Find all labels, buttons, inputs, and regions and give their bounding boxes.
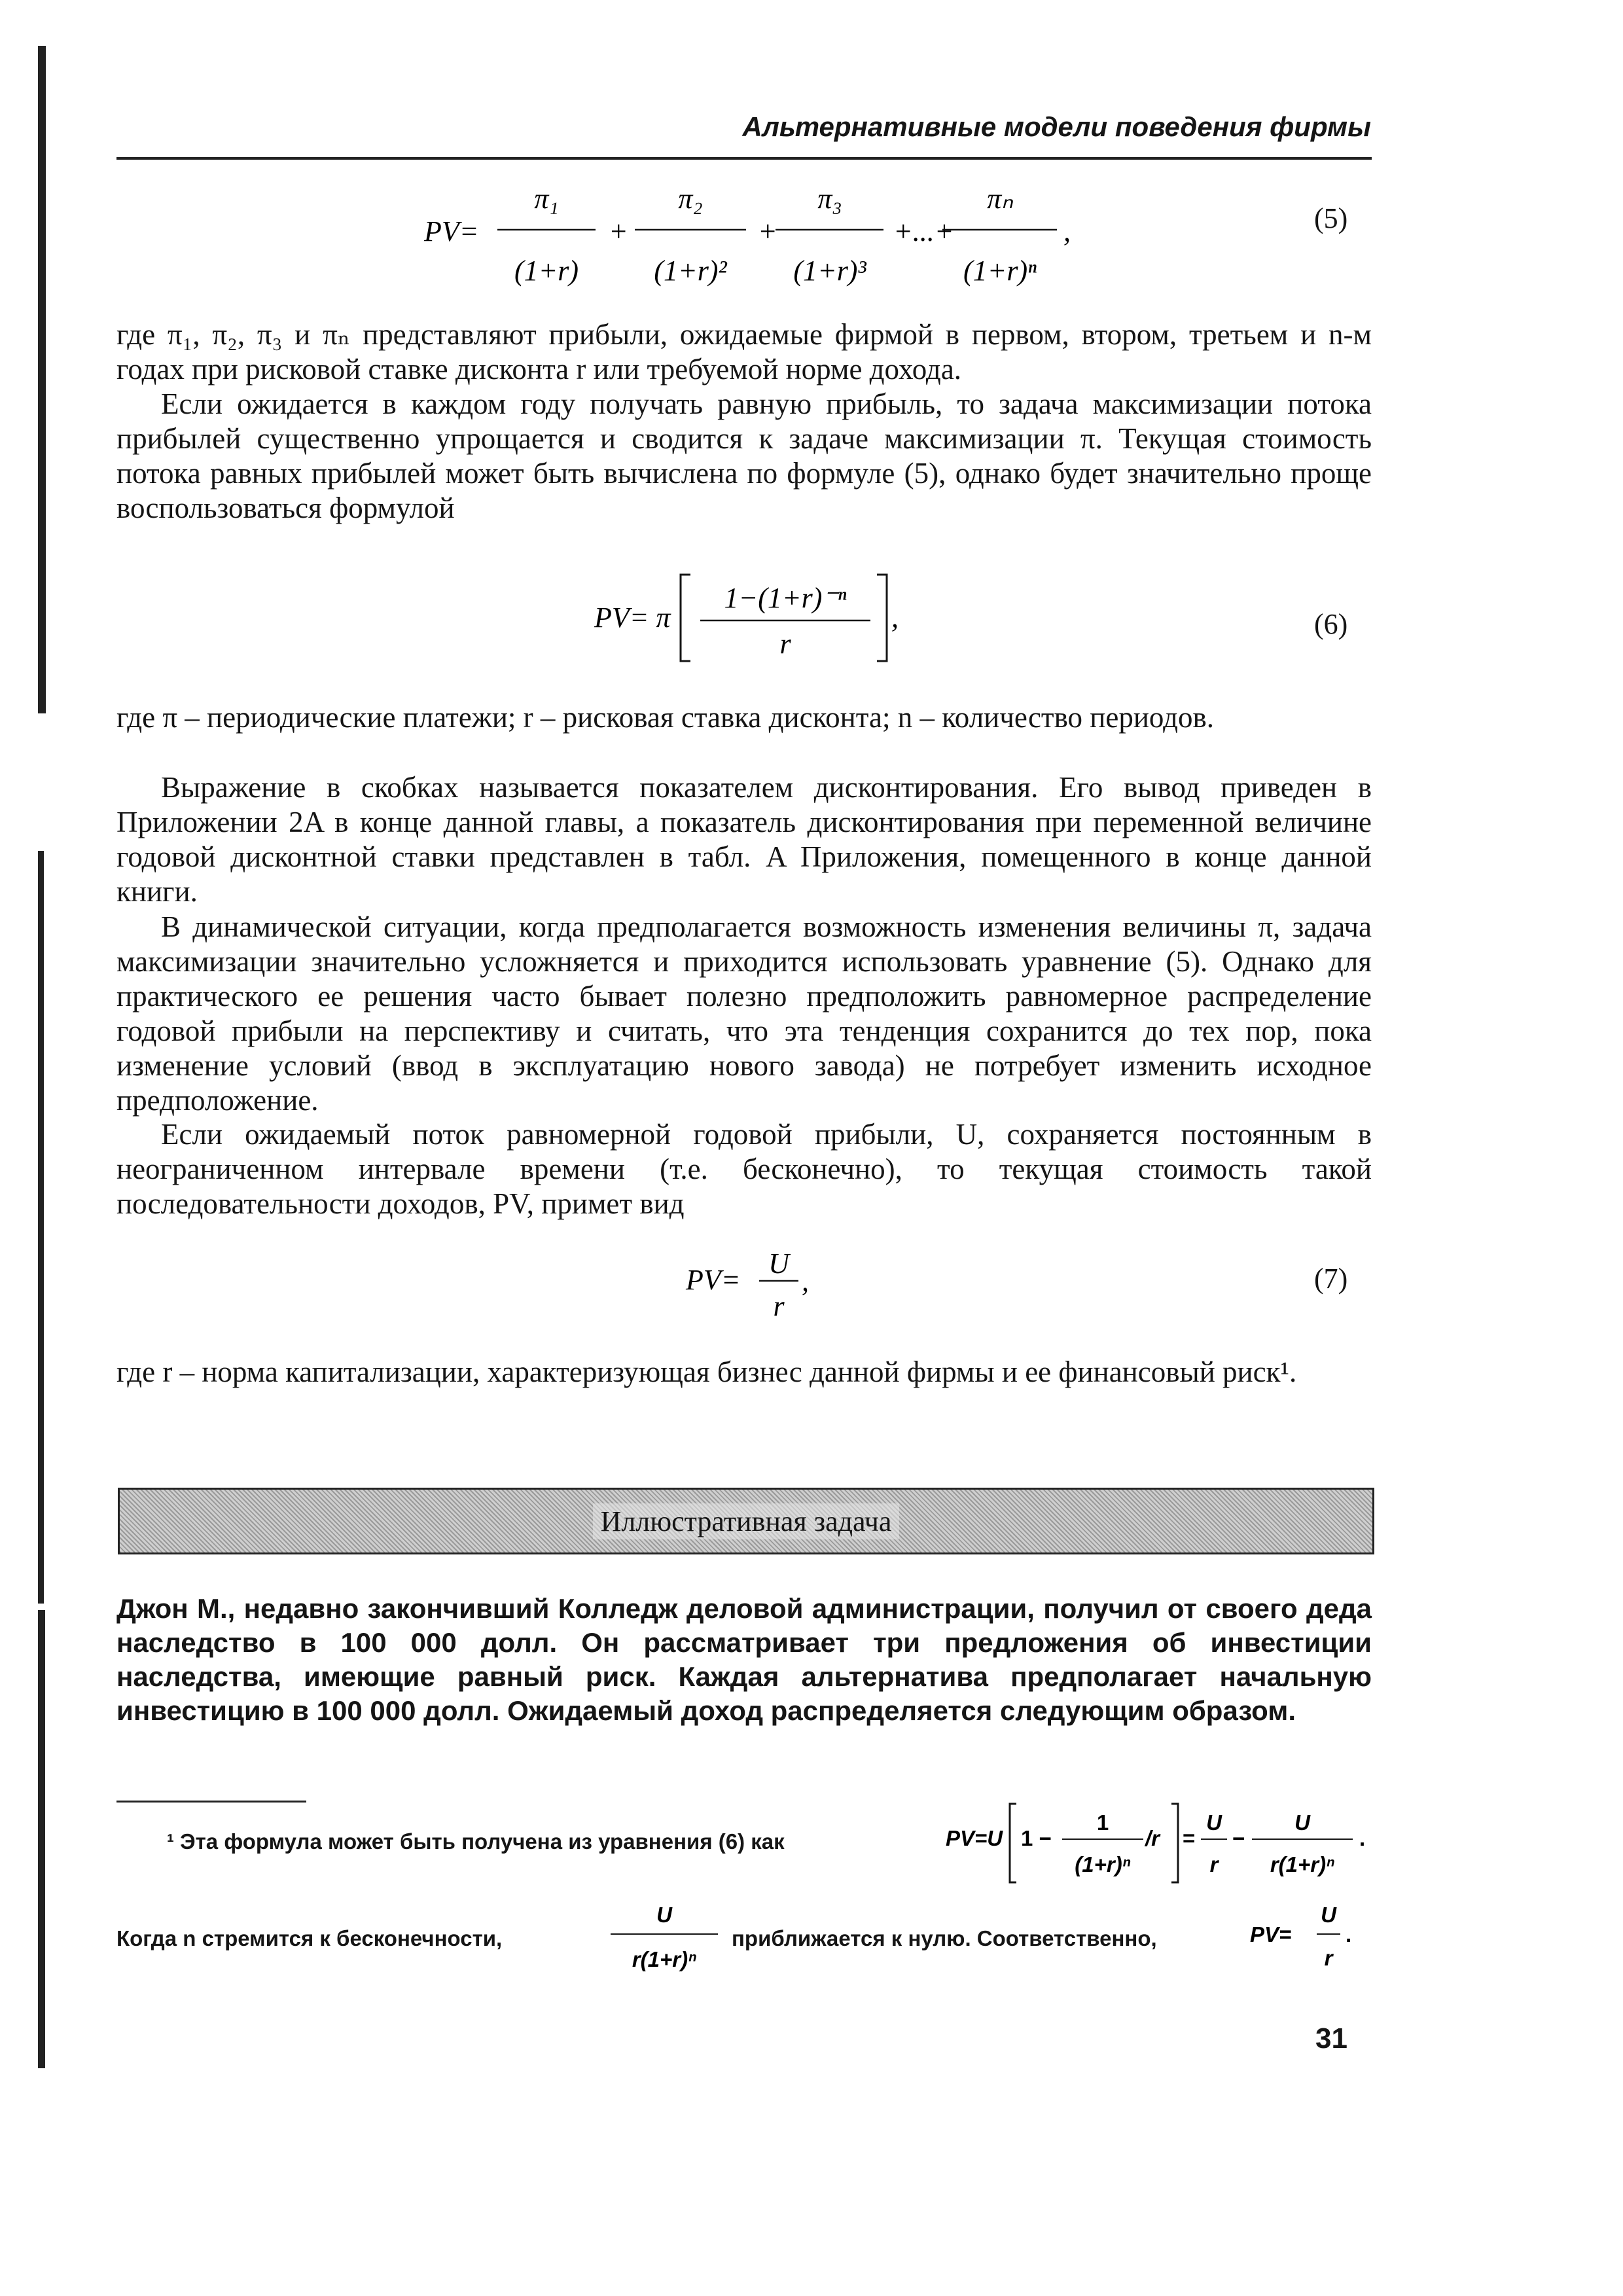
eq5-den-2: (1+r)² xyxy=(654,255,727,287)
paragraph: где r – норма капитализации, характеризующая бизнес данной фирмы и ее финансовый риск¹. xyxy=(116,1355,1297,1388)
binding-edge-shadow xyxy=(38,851,44,1604)
fn1-after: /r xyxy=(1145,1826,1160,1850)
eq7-denominator: r xyxy=(773,1290,785,1322)
fn1-f2-num: U xyxy=(1206,1810,1222,1835)
eq5-op-2: + xyxy=(758,215,777,247)
binding-edge-shadow xyxy=(38,1610,45,2068)
eq5-num-4: πₙ xyxy=(987,183,1013,215)
paragraph: В динамической ситуации, когда предполагается возможность изменения величины π, задача максимизации значительно усложняется и приходится использовать уравнение (5). Однако для практического ее решения часто бывает полезно предположить равномерное распределение годовой прибыли на перспективу и считать, что эта тенденция сохранится до тех пор, пока изменение условий (ввод в эксплуатацию нового завода) не потребует изменить исходное предположение. xyxy=(116,910,1372,1117)
eq6-trail: , xyxy=(891,601,899,634)
task-title: Иллюстративная задача xyxy=(593,1503,900,1539)
paragraph: Выражение в скобках называется показателем дисконтирования. Его вывод приведен в Приложении 2A в конце данной главы, а показатель дисконтирования при переменной величине годовой дисконтной ставки представлен в табл. A Приложения, помещенного в конце данной книги. xyxy=(116,771,1372,908)
eq5-den-3: (1+r)³ xyxy=(793,255,866,287)
eq5-op-3: +...+ xyxy=(893,215,954,247)
left-bracket xyxy=(681,575,690,661)
equation-5 xyxy=(419,175,1073,293)
footnote-line-1 xyxy=(167,1829,785,1854)
equation-6 xyxy=(589,562,955,673)
footnote-text-1: Эта формула может быть получена из уравнения (6) как xyxy=(180,1829,785,1854)
fn2-res-den: r xyxy=(1324,1946,1333,1970)
fn2-lhs: PV= xyxy=(1250,1922,1292,1946)
fn1-one: 1 − xyxy=(1021,1826,1052,1850)
eq6-numerator: 1−(1+r)⁻ⁿ xyxy=(724,582,847,614)
fn1-f2-den: r xyxy=(1209,1852,1219,1876)
eq7-trail: , xyxy=(802,1265,809,1297)
fn2-res-num: U xyxy=(1321,1903,1336,1927)
fn1-lhs: PV=U xyxy=(946,1826,1003,1850)
running-title: Альтернативные модели поведения фирмы xyxy=(742,111,1371,142)
eq5-den-4: (1+r)ⁿ xyxy=(963,255,1037,287)
right-bracket xyxy=(1171,1804,1178,1882)
eq5-num-1: π₁ xyxy=(534,183,559,215)
eq6-lhs: PV= π xyxy=(594,601,671,634)
eq5-op-1: + xyxy=(609,215,628,247)
equation-number-6: (6) xyxy=(1314,608,1348,640)
equation-number-7: (7) xyxy=(1314,1263,1348,1295)
eq6-denominator: r xyxy=(779,628,791,660)
paragraph: где π₁, π₂, π₃ и πₙ представляют прибыли, ожидаемые фирмой в первом, втором, третьем и n-м годах при рисковой ставке дисконта r или требуемой норме дохода. xyxy=(116,318,1372,386)
eq5-num-3: π₃ xyxy=(817,183,842,215)
footnote-marker: ¹ xyxy=(167,1829,174,1854)
header-rule xyxy=(116,157,1372,160)
fn1-f3-num: U xyxy=(1294,1810,1310,1835)
paragraph: где π – периодические платежи; r – рисковая ставка дисконта; n – количество периодов. xyxy=(116,701,1215,734)
left-bracket xyxy=(1010,1804,1016,1882)
equation-7 xyxy=(681,1244,838,1342)
footnote-fraction-2 xyxy=(605,1895,723,1980)
page-number: 31 xyxy=(1315,2022,1347,2054)
fn1-frac-den: (1+r)ⁿ xyxy=(1075,1852,1131,1876)
paragraph: Если ожидаемый поток равномерной годовой прибыли, U, сохраняется постоянным в неограниченном интервале времени (т.е. бесконечно), то текущая стоимость такой последовательности доходов, PV, примет вид xyxy=(116,1118,1372,1220)
fn2-frac-den: r(1+r)ⁿ xyxy=(632,1947,697,1971)
illustrative-task-banner xyxy=(118,1488,1374,1554)
paragraph: Если ожидается в каждом году получать равную прибыль, то задача максимизации потока прибылей существенно упрощается и сводится к задаче максимизации π. Текущая стоимость потока равных прибылей может быть вычислена по формуле (5), однако будет значительно проще воспользоваться формулой xyxy=(116,387,1372,524)
eq7-lhs: PV= xyxy=(686,1264,741,1296)
fn1-frac-num: 1 xyxy=(1096,1810,1109,1835)
footnote-line-2-start: Когда n стремится к бесконечности, xyxy=(116,1926,503,1950)
fn2-frac-num: U xyxy=(656,1903,672,1927)
right-bracket xyxy=(877,575,887,661)
footnote-formula-1 xyxy=(946,1799,1391,1890)
fn1-minus: − xyxy=(1232,1826,1245,1850)
task-text: Джон М., недавно закончивший Колледж деловой администрации, получил от своего деда наследство в 100 000 долл. Он рассматривает три предложения об инвестиции наследства, имеющие равный риск. Каждая альтернатива предполагает начальную инвестицию в 100 000 долл. Ожидаемый доход распределяется следующим образом. xyxy=(116,1593,1372,1726)
eq5-trail: , xyxy=(1063,215,1071,247)
fn1-end: . xyxy=(1359,1826,1366,1850)
footnote-rule xyxy=(116,1801,306,1803)
eq5-num-2: π₂ xyxy=(678,183,703,215)
binding-edge-shadow xyxy=(38,46,46,713)
footnote-result xyxy=(1250,1895,1368,1980)
fn1-eq: = xyxy=(1183,1826,1196,1850)
footnote-line-2-mid: приближается к нулю. Соответственно, xyxy=(732,1926,1157,1950)
eq5-den-1: (1+r) xyxy=(514,255,579,287)
eq7-numerator: U xyxy=(768,1247,789,1280)
equation-number-5: (5) xyxy=(1314,202,1348,234)
fn2-end: . xyxy=(1346,1922,1352,1946)
eq5-lhs: PV= xyxy=(424,215,479,247)
fn1-f3-den: r(1+r)ⁿ xyxy=(1270,1852,1335,1876)
